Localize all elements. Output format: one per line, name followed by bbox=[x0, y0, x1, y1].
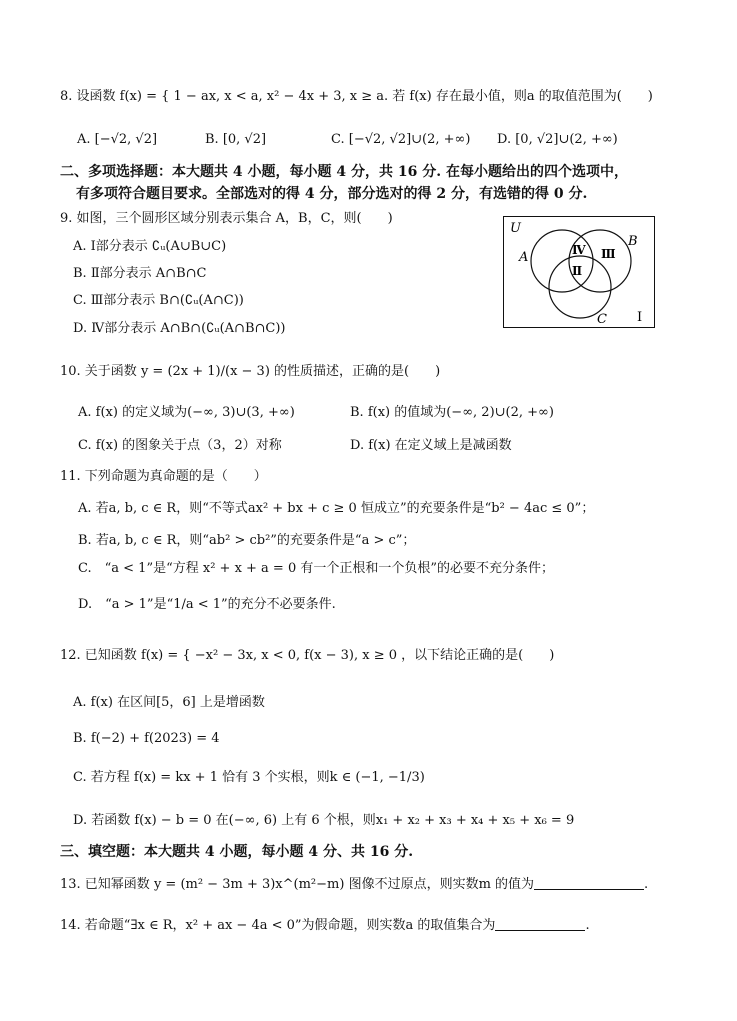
q13-line bbox=[60, 876, 648, 894]
venn-label-b: B bbox=[628, 234, 638, 249]
q9-stem: 9. 如图，三个圆形区域分别表示集合 A，B，C，则( ) bbox=[60, 211, 393, 226]
q12-option-d: D. 若函数 f(x) − b = 0 在(−∞, 6) 上有 6 个根，则x₁ + x₂ + x₃ + x₄ + x₅ + x₆ = 9 bbox=[73, 813, 575, 828]
section3-heading: 三、填空题：本大题共 4 小题，每小题 4 分、共 16 分. bbox=[60, 844, 414, 860]
venn-label-a: A bbox=[519, 250, 529, 265]
q14-end: . bbox=[585, 918, 590, 933]
q14-line bbox=[60, 917, 590, 935]
venn-diagram bbox=[503, 216, 655, 328]
section2-heading-line1: 二、多项选择题：本大题共 4 小题，每小题 4 分，共 16 分. 在每小题给出的四个选项中， bbox=[60, 164, 628, 180]
venn-label-u: U bbox=[510, 221, 521, 236]
q14-answer-blank[interactable] bbox=[495, 918, 585, 931]
circle-a bbox=[531, 230, 593, 292]
q9-option-a: A. Ⅰ部分表示 ∁ᵤ(A∪B∪C) bbox=[73, 239, 227, 254]
q8-option-a: A. [−√2, √2] bbox=[77, 132, 158, 147]
q8-stem: 8. 设函数 f(x) = { 1 − ax, x < a, x² − 4x + 3, x ≥ a. 若 f(x) 存在最小值，则a 的取值范围为( ) bbox=[60, 89, 653, 104]
q10-option-c: C. f(x) 的图象关于点（3，2）对称 bbox=[78, 438, 282, 453]
q11-option-a: A. 若a, b, c ∈ R，则“不等式ax² + bx + c ≥ 0 恒成立”的充要条件是“b² − 4ac ≤ 0”； bbox=[78, 501, 595, 516]
q12-option-b: B. f(−2) + f(2023) = 4 bbox=[73, 731, 220, 746]
q10-option-a: A. f(x) 的定义域为(−∞, 3)∪(3, +∞) bbox=[78, 405, 295, 420]
q12-stem: 12. 已知函数 f(x) = { −x² − 3x, x < 0, f(x − 3), x ≥ 0 ，以下结论正确的是( ) bbox=[60, 648, 555, 663]
circle-b bbox=[569, 230, 631, 292]
q8-option-d: D. [0, √2]∪(2, +∞) bbox=[497, 132, 618, 147]
q11-stem: 11. 下列命题为真命题的是（ ） bbox=[60, 469, 267, 484]
venn-svg bbox=[504, 217, 654, 327]
section2-heading-line2: 有多项符合题目要求。全部选对的得 4 分，部分选对的得 2 分，有选错的得 0 分. bbox=[76, 186, 588, 202]
venn-region-1-label: Ⅰ bbox=[637, 310, 643, 325]
q14-stem: 14. 若命题“∃x ∈ R，x² + ax − 4a < 0”为假命题，则实数a 的取值集合为 bbox=[60, 918, 496, 933]
q9-option-b: B. Ⅱ部分表示 A∩B∩C bbox=[73, 266, 207, 281]
q12-option-c: C. 若方程 f(x) = kx + 1 恰有 3 个实根，则k ∈ (−1, −1/3) bbox=[73, 770, 425, 785]
q13-stem: 13. 已知幂函数 y = (m² − 3m + 3)x^(m²−m) 图像不过原点，则实数m 的值为 bbox=[60, 877, 535, 892]
q8-option-b: B. [0, √2] bbox=[205, 132, 267, 147]
q9-option-c: C. Ⅲ部分表示 B∩(∁ᵤ(A∩C)) bbox=[73, 293, 244, 308]
venn-region-3-label: Ⅲ bbox=[601, 247, 616, 261]
venn-region-2-label: Ⅱ bbox=[572, 264, 583, 278]
q9-option-d: D. Ⅳ部分表示 A∩B∩(∁ᵤ(A∩B∩C)) bbox=[73, 321, 286, 336]
q11-option-c: C. “a < 1”是“方程 x² + x + a = 0 有一个正根和一个负根”的必要不充分条件； bbox=[78, 561, 555, 576]
q12-option-a: A. f(x) 在区间[5，6] 上是增函数 bbox=[73, 695, 265, 710]
venn-label-c: C bbox=[597, 312, 607, 327]
q8-option-c: C. [−√2, √2]∪(2, +∞) bbox=[331, 132, 471, 147]
q13-answer-blank[interactable] bbox=[534, 877, 644, 890]
q13-end: . bbox=[644, 877, 649, 892]
q11-option-d: D. “a > 1”是“1/a < 1”的充分不必要条件. bbox=[78, 597, 336, 612]
q11-option-b: B. 若a, b, c ∈ R，则“ab² > cb²”的充要条件是“a > c”； bbox=[78, 533, 416, 548]
q10-stem: 10. 关于函数 y = (2x + 1)/(x − 3) 的性质描述，正确的是( ) bbox=[60, 364, 441, 379]
q10-option-b: B. f(x) 的值域为(−∞, 2)∪(2, +∞) bbox=[350, 405, 554, 420]
venn-region-4-label: Ⅳ bbox=[572, 243, 586, 257]
q10-option-d: D. f(x) 在定义域上是减函数 bbox=[350, 438, 512, 453]
